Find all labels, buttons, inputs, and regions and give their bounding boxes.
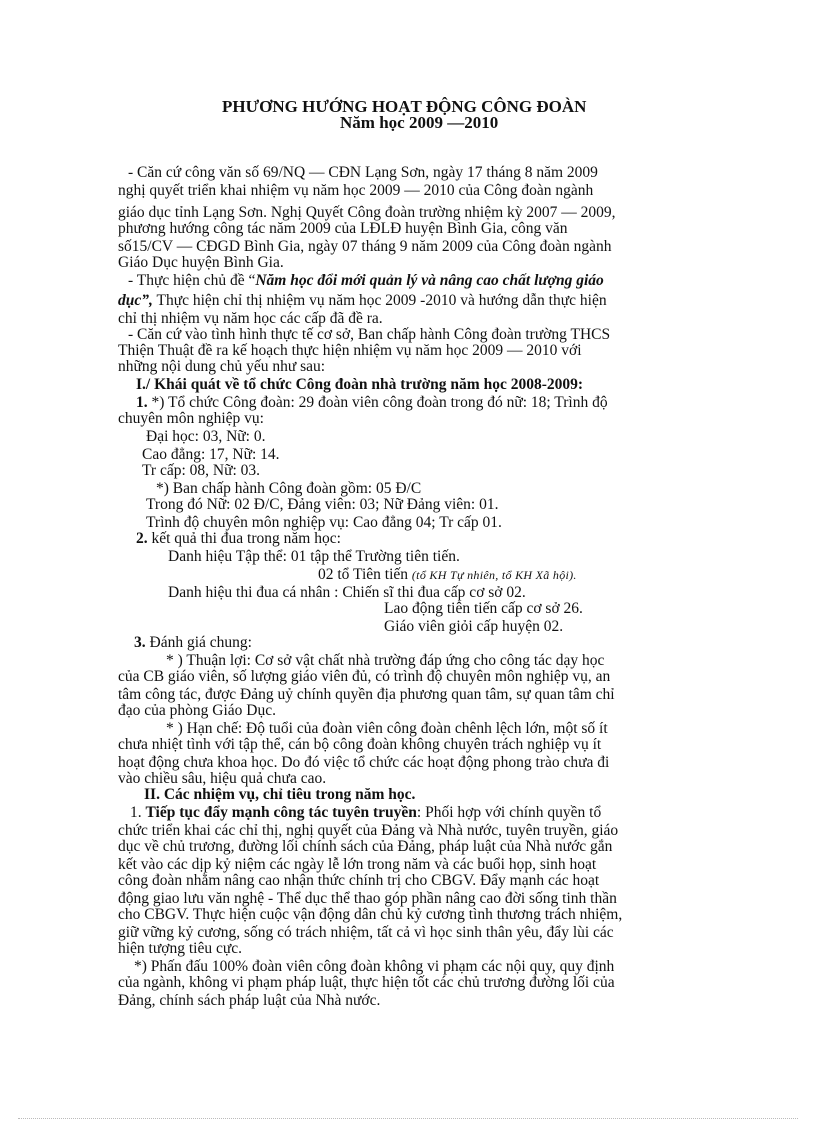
intro-line: những nội dung chủ yếu như sau: bbox=[118, 358, 326, 375]
section-heading: II. Các nhiệm vụ, chỉ tiêu trong năm học. bbox=[144, 786, 416, 803]
task-line: động giao lưu văn nghệ - Thể dục thể thao góp phần nâng cao đời sống tinh thần bbox=[118, 890, 617, 907]
theme-text: dục”, bbox=[118, 292, 153, 309]
task-line: giữ vững kỷ cương, sống có trách nhiệm, tất cả vì học sinh thân yêu, đẩy lùi các bbox=[118, 924, 614, 941]
level-stat: Tr cấp: 08, Nữ: 03. bbox=[142, 462, 261, 479]
limitation-line: chưa nhiệt tình với tập thể, cán bộ công đoàn không chuyên trách nghiệp vụ ít bbox=[118, 736, 602, 753]
intro-line: chỉ thị nhiệm vụ năm học các cấp đã đề ra. bbox=[118, 310, 383, 327]
section-heading: I./ Khái quát về tổ chức Công đoàn nhà trường năm học 2008-2009: bbox=[136, 376, 584, 393]
school-year-subtitle: Năm học 2009 —2010 bbox=[340, 113, 499, 132]
award-line: Giáo viên giỏi cấp huyện 02. bbox=[384, 618, 564, 635]
advantage-line: * ) Thuận lợi: Cơ sở vật chất nhà trường đáp ứng cho công tác dạy học bbox=[166, 652, 605, 669]
intro-theme-line: dục”, Thực hiện chỉ thị nhiệm vụ năm học 2009 -2010 và hướng dẫn thực hiện bbox=[118, 292, 607, 309]
task-line: hiện tượng tiêu cực. bbox=[118, 940, 242, 957]
limitation-line: vào chiều sâu, hiệu quả chưa cao. bbox=[118, 770, 327, 787]
intro-theme-line: - Thực hiện chủ đề “Năm học đổi mới quản lý và nâng cao chất lượng giáo bbox=[128, 272, 604, 289]
target-line: của ngành, không vi phạm pháp luật, thực hiện tốt các chủ trương đường lối của bbox=[118, 974, 615, 991]
list-item: 1. *) Tổ chức Công đoàn: 29 đoàn viên công đoàn trong đó nữ: 18; Trình độ bbox=[136, 394, 608, 411]
target-line: *) Phấn đấu 100% đoàn viên công đoàn không vi phạm các nội quy, quy định bbox=[134, 958, 615, 975]
committee-line: *) Ban chấp hành Công đoàn gồm: 05 Đ/C bbox=[156, 480, 422, 497]
task-line: kết vào các dịp kỷ niệm các ngày lễ lớn trong năm và các buổi họp, sinh hoạt bbox=[118, 856, 597, 873]
committee-line: Trình độ chuyên môn nghiệp vụ: Cao đẳng 04; Tr cấp 01. bbox=[146, 514, 502, 531]
page-bottom-rule bbox=[18, 1118, 798, 1119]
teams-note: (tổ KH Tự nhiên, tổ KH Xã hội). bbox=[411, 568, 577, 582]
intro-line: Thiện Thuật đề ra kế hoạch thực hiện nhiệm vụ năm học 2009 — 2010 với bbox=[118, 342, 582, 359]
award-line: Danh hiệu thi đua cá nhân : Chiến sĩ thi đua cấp cơ sở 02. bbox=[168, 584, 526, 601]
advantage-line: của CB giáo viên, số lượng giáo viên đủ, có trình độ chuyên môn nghiệp vụ, an bbox=[118, 668, 611, 685]
target-line: Đảng, chính sách pháp luật của Nhà nước. bbox=[118, 992, 381, 1009]
limitation-line: hoạt động chưa khoa học. Do đó việc tổ chức các hoạt động phong trào chưa đi bbox=[118, 754, 610, 771]
level-stat: Đại học: 03, Nữ: 0. bbox=[146, 428, 266, 445]
level-stat: Cao đẳng: 17, Nữ: 14. bbox=[142, 446, 280, 463]
list-item: 2. kết quả thi đua trong năm học: bbox=[136, 530, 341, 547]
task-title: Tiếp tục đẩy mạnh công tác tuyên truyền bbox=[145, 804, 417, 821]
limitation-line: * ) Hạn chế: Độ tuổi của đoàn viên công đoàn chênh lệch lớn, một số ít bbox=[166, 720, 608, 737]
award-line: Lao động tiên tiến cấp cơ sở 26. bbox=[384, 600, 583, 617]
advantage-line: đạo của phòng Giáo Dục. bbox=[118, 702, 276, 719]
task-line: công đoàn nhằm nâng cao nhận thức chính trị cho CBGV. Đẩy mạnh các hoạt bbox=[118, 872, 600, 889]
committee-line: Trong đó Nữ: 02 Đ/C, Đảng viên: 03; Nữ Đảng viên: 01. bbox=[146, 496, 499, 513]
intro-line: nghị quyết triển khai nhiệm vụ năm học 2009 — 2010 của Công đoàn ngành bbox=[118, 182, 594, 199]
award-line: Danh hiệu Tập thể: 01 tập thể Trường tiên tiến. bbox=[168, 548, 460, 565]
theme-text: Năm học đổi mới quản lý và nâng cao chất lượng giáo bbox=[255, 272, 604, 289]
intro-line: phương hướng công tác năm 2009 của LĐLĐ huyện Bình Gia, công văn bbox=[118, 220, 568, 237]
intro-line: - Căn cứ vào tình hình thực tế cơ sở, Ban chấp hành Công đoàn trường THCS bbox=[128, 326, 611, 343]
list-item: 3. Đánh giá chung: bbox=[134, 634, 252, 651]
list-item-cont: chuyên môn nghiệp vụ: bbox=[118, 410, 264, 427]
intro-line: giáo dục tỉnh Lạng Sơn. Nghị Quyết Công đoàn trường nhiệm kỳ 2007 — 2009, bbox=[118, 204, 616, 221]
award-line: 02 tổ Tiên tiến (tổ KH Tự nhiên, tổ KH Xã hội). bbox=[318, 566, 577, 583]
advantage-line: tâm công tác, được Đảng uỷ chính quyền địa phương quan tâm, sự quan tâm chỉ bbox=[118, 686, 615, 703]
intro-line: - Căn cứ công văn số 69/NQ — CĐN Lạng Sơn, ngày 17 tháng 8 năm 2009 bbox=[128, 164, 598, 181]
task-line: dục về chủ trương, đường lối chính sách của Đảng, pháp luật của Nhà nước gắn bbox=[118, 838, 613, 855]
task-line: 1. Tiếp tục đẩy mạnh công tác tuyên truyền: Phối hợp với chính quyền tổ bbox=[130, 804, 602, 821]
intro-line: số15/CV — CĐGD Bình Gia, ngày 07 tháng 9 năm 2009 của Công đoàn ngành bbox=[118, 238, 612, 255]
task-line: chức triển khai các chỉ thị, nghị quyết của Đảng và Nhà nước, tuyên truyền, giáo bbox=[118, 822, 619, 839]
document-title: PHƯƠNG HƯỚNG HOẠT ĐỘNG CÔNG ĐOÀN bbox=[222, 97, 587, 116]
task-line: cho CBGV. Thực hiện cuộc vận động dân chủ kỷ cương tình thương trách nhiệm, bbox=[118, 906, 623, 923]
intro-line: Giáo Dục huyện Bình Gia. bbox=[118, 254, 284, 271]
